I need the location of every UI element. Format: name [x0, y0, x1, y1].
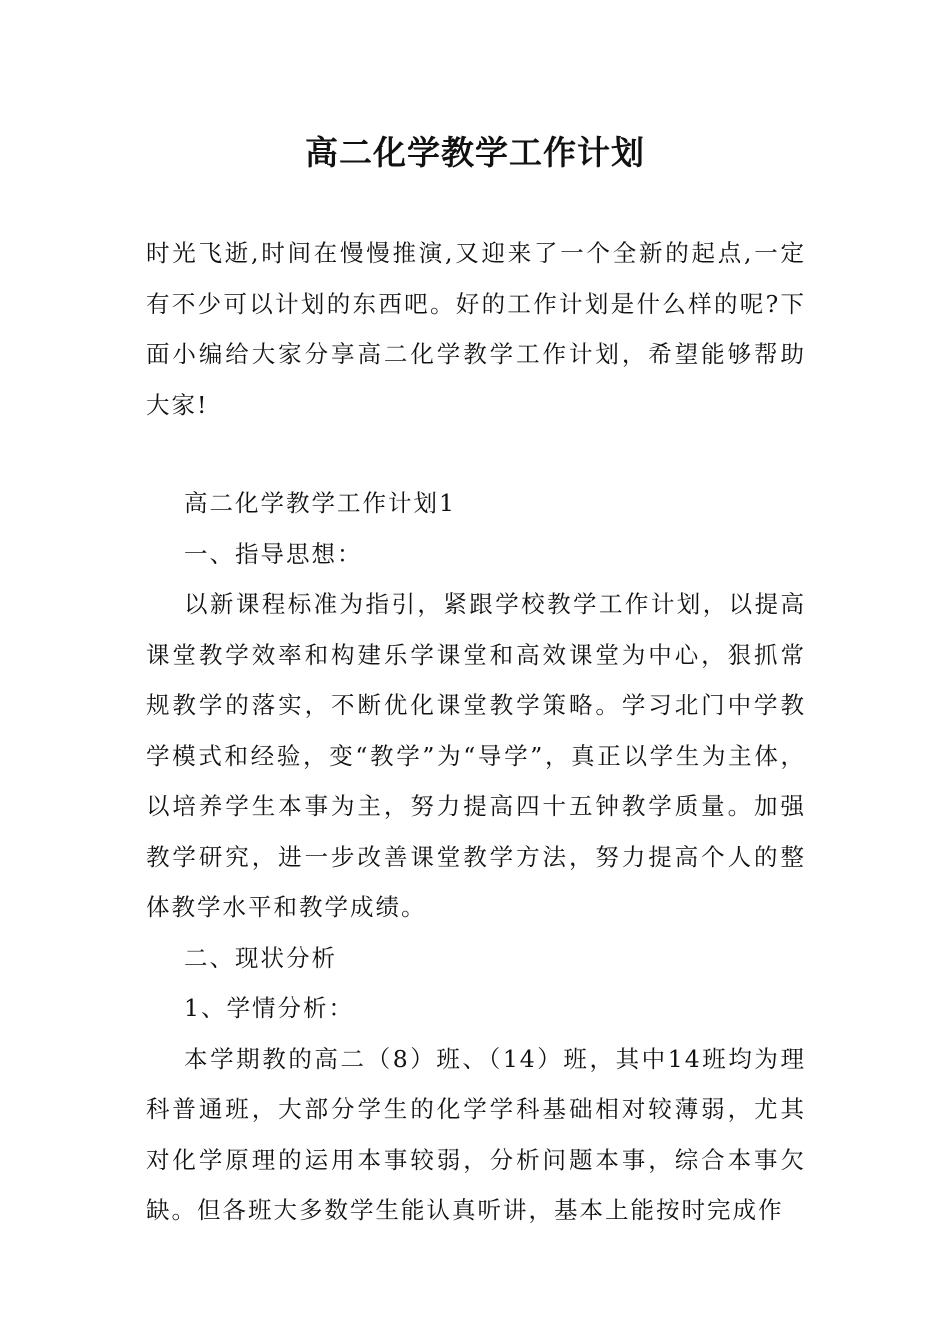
intro-paragraph: 时光飞逝,时间在慢慢推演,又迎来了一个全新的起点,一定有不少可以计划的东西吧。好的工作计划是什么样的呢?下面小编给大家分享高二化学教学工作计划，希望能够帮助大家!: [146, 239, 806, 419]
paragraph-student-analysis: 本学期教的高二（8）班、（14）班，其中14班均为理科普通班，大部分学生的化学学科基础相对较薄弱，尤其对化学原理的运用本事较弱，分析问题本事，综合本事欠缺。但各班大多数学生能认真听讲，基本上能按时完成作: [146, 1044, 806, 1224]
subheading-guiding-ideology: 一、指导思想：: [184, 539, 363, 568]
paragraph-guiding-ideology: 以新课程标准为指引，紧跟学校教学工作计划，以提高课堂教学效率和构建乐学课堂和高效课堂为中心，狠抓常规教学的落实，不断优化课堂教学策略。学习北门中学教学模式和经验，变“教学”为“导学”，真正以学生为主体，以培养学生本事为主，努力提高四十五钟教学质量。加强教学研究，进一步改善课堂教学方法，努力提高个人的整体教学水平和教学成绩。: [146, 590, 806, 921]
document-body: [146, 478, 806, 1236]
document-title: 高二化学教学工作计划: [305, 133, 645, 172]
section-heading: 高二化学教学工作计划1: [184, 489, 456, 517]
subheading-student-analysis: 1、学情分析：: [184, 994, 354, 1022]
subheading-status-analysis: 二、现状分析: [184, 943, 337, 972]
